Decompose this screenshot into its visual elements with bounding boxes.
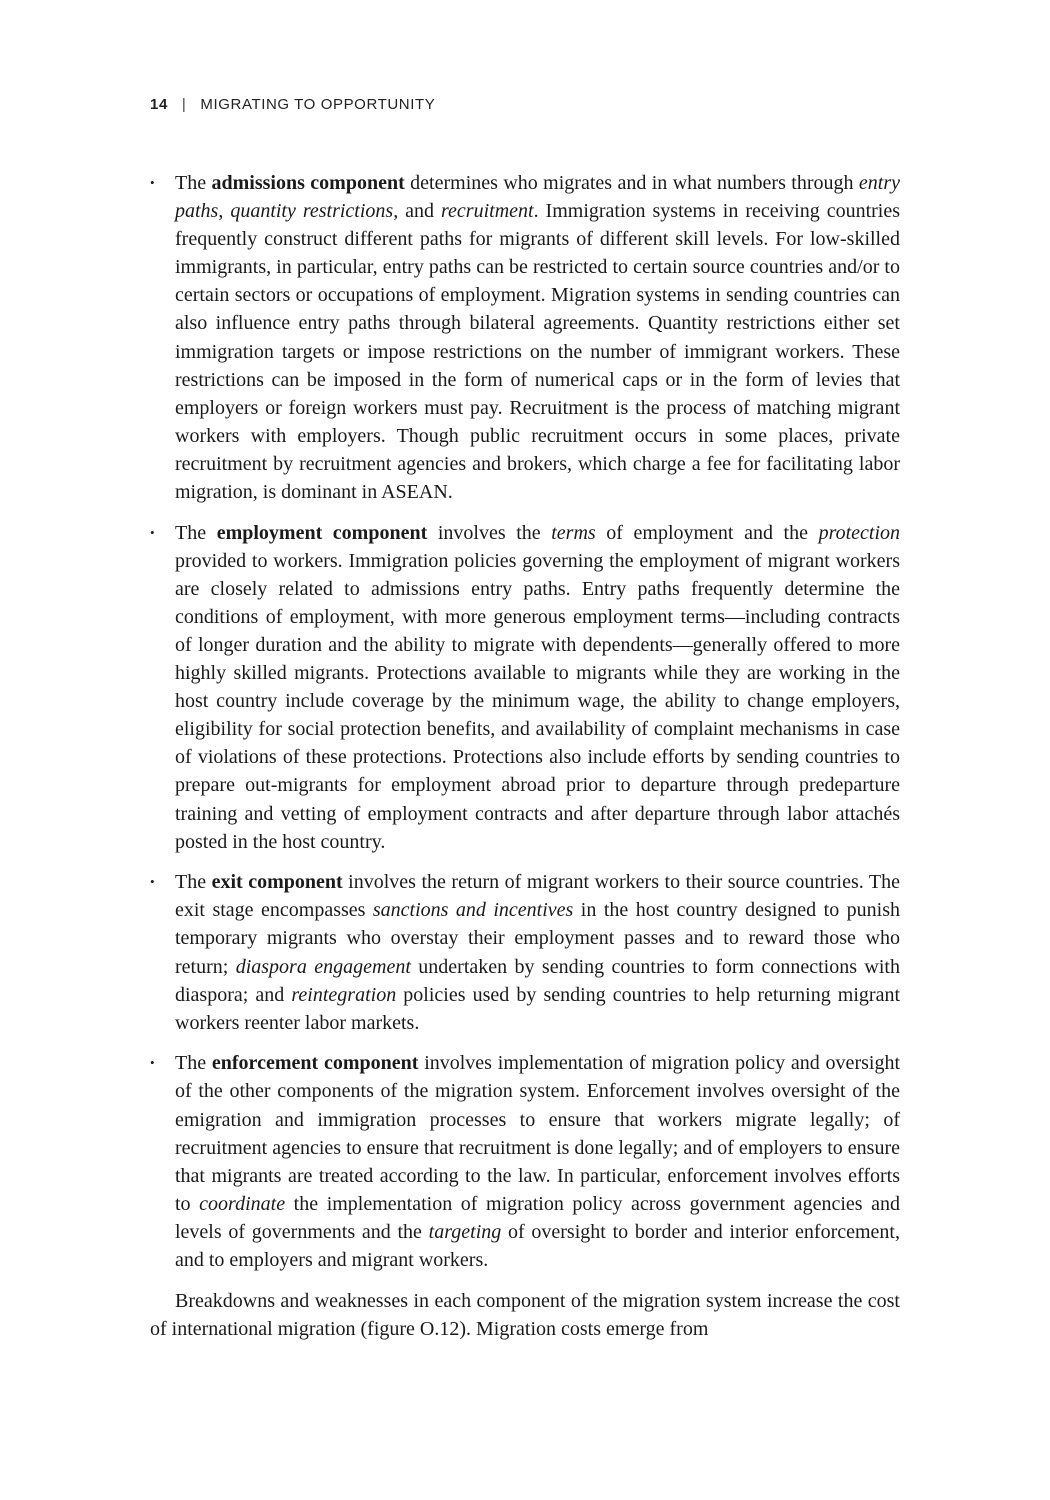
body-text [150, 169, 900, 1343]
emphasis-term: entry paths [175, 172, 901, 223]
page-number: 14 [150, 96, 168, 113]
emphasis-term: reintegration [291, 983, 397, 1006]
bullet-marker: • [150, 874, 155, 890]
bullet-text: involves the [427, 521, 552, 544]
emphasis-term: terms [551, 521, 596, 544]
running-title: MIGRATING TO OPPORTUNITY [200, 96, 436, 113]
bullet-item [150, 169, 900, 506]
bullet-marker: • [150, 524, 155, 540]
bullet-text: , and [393, 200, 442, 223]
bullet-text: . Immigration systems in receiving countries frequently construct different paths for migrants of different skill levels. For low-skilled immigrants, in particular, entry paths can be restricted to certain source countries and/or to certain sectors or occupations of employment. Migration systems in sending countries can also influence entry paths through bilateral agreements. Quantity restrictions either set immigration targets or impose restrictions on the number of immigrant workers. These restrictions can be imposed in the form of numerical caps or in the form of levies that employers or foreign workers must pay. Recruitment is the process of matching migrant workers with employers. Though public recruitment occurs in some places, private recruitment by recruitment agencies and brokers, which charge a fee for facilitating labor migration, is dominant in ASEAN. [175, 200, 901, 504]
component-term: admissions component [211, 172, 405, 194]
bullet-item [150, 519, 900, 856]
bullet-text: involves the return of migrant workers to their source countries. The exit stage encompasses [175, 871, 901, 922]
bullet-text: the implementation of migration policy across government agencies and levels of governments and the [175, 1192, 901, 1243]
bullet-text: of employment and the [595, 521, 819, 544]
bullet-text: policies used by sending countries to help returning migrant workers reenter labor markets. [175, 983, 901, 1034]
emphasis-term: targeting [428, 1220, 502, 1243]
bullet-marker: • [150, 1055, 155, 1071]
emphasis-term: protection [818, 521, 901, 544]
bullet-text: The [175, 521, 217, 544]
bullet-item [150, 868, 900, 1037]
header-separator: | [181, 96, 187, 113]
emphasis-term: recruitment [441, 200, 534, 223]
bullet-text: involves implementation of migration policy and oversight of the other components of the migration system. Enforcement involves oversight of the emigration and immigration processes to ensure that workers migrate legally; of recruitment agencies to ensure that recruitment is done legally; and of employers to ensure that migrants are treated according to the law. In particular, enforcement involves efforts to [175, 1052, 900, 1215]
emphasis-term: quantity restrictions [230, 200, 394, 223]
emphasis-term: sanctions and incentives [372, 899, 574, 922]
running-head [150, 96, 435, 113]
bullet-text: provided to workers. Immigration policies governing the employment of migrant workers are closely related to admissions entry paths. Entry paths frequently determine the conditions of employment, with more generous employment terms—including contracts of longer duration and the ability to migrate with dependents—generally offered to more highly skilled migrants. Protections available to migrants while they are working in the host country include coverage by the minimum wage, the ability to change employers, eligibility for social protection benefits, and availability of complaint mechanisms in case of violations of these protections. Protections also include efforts by sending countries to prepare out-migrants for employment abroad prior to departure through predeparture training and vetting of employment contracts and after departure through labor attachés posted in the host country. [175, 549, 900, 853]
bullet-text: of oversight to border and interior enforcement, and to employers and migrant workers. [175, 1220, 900, 1271]
bullet-text: in the host country designed to punish temporary migrants who overstay their employment passes and to reward those who return; [175, 899, 900, 978]
component-term: employment component [216, 521, 428, 544]
emphasis-term: coordinate [199, 1192, 286, 1215]
emphasis-term: diaspora engagement [235, 955, 411, 978]
component-term: enforcement component [211, 1052, 419, 1075]
component-bullet-list [150, 169, 900, 1274]
bullet-text: determines who migrates and in what numbers through [404, 172, 859, 194]
bullet-text: The [175, 871, 212, 894]
bullet-text: undertaken by sending countries to form connections with diaspora; and [175, 955, 900, 1006]
component-term: exit component [211, 871, 343, 894]
bullet-text: , [218, 200, 231, 223]
closing-paragraph: Breakdowns and weaknesses in each component of the migration system increase the cost of international migration (figure O.12). Migration costs emerge from [150, 1289, 900, 1340]
bullet-text: The [175, 1052, 212, 1075]
bullet-marker: • [150, 175, 155, 190]
bullet-text: The [175, 172, 212, 194]
bullet-item [150, 1049, 900, 1274]
